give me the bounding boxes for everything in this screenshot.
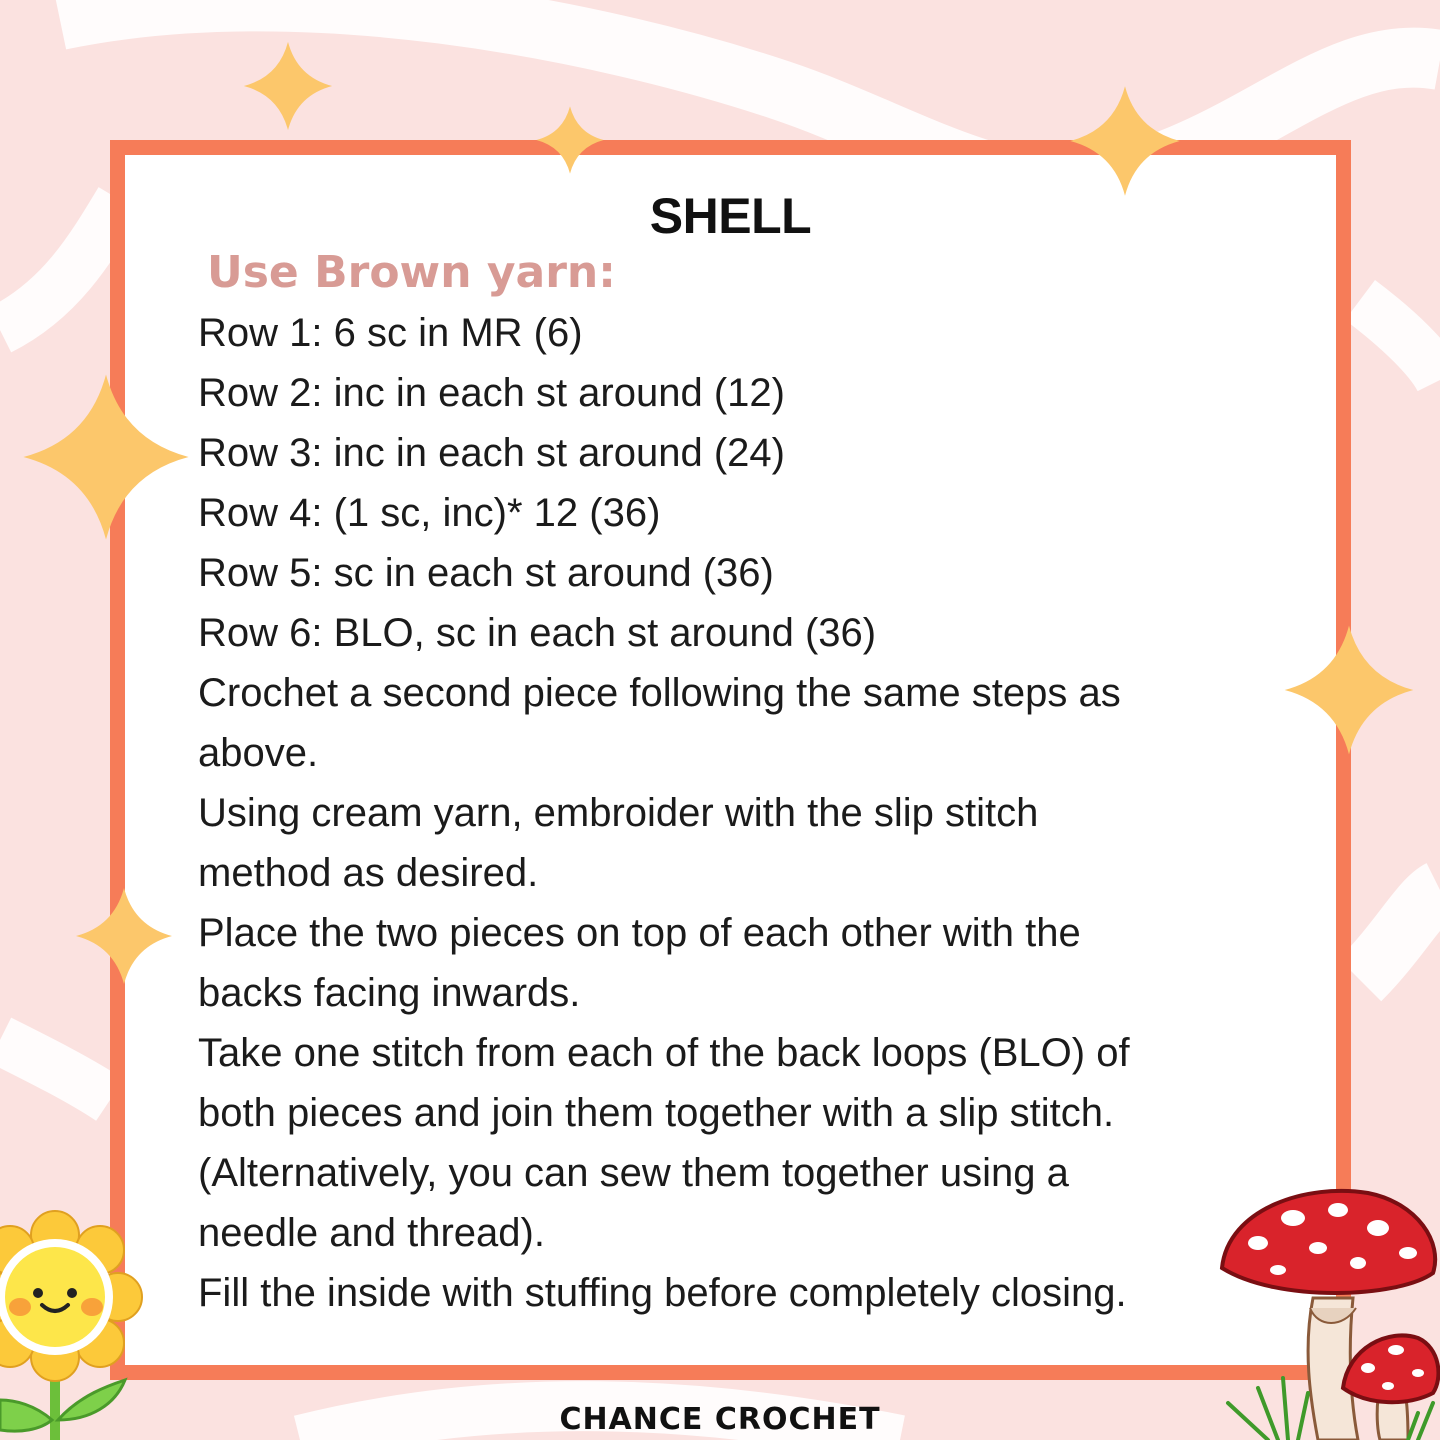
instruction-line: Row 4: (1 sc, inc)* 12 (36) xyxy=(198,491,661,535)
sparkle-icon xyxy=(1282,620,1416,760)
instruction-list xyxy=(198,303,1298,1323)
instruction-line: Row 1: 6 sc in MR (6) xyxy=(198,311,583,355)
page-title: SHELL xyxy=(649,188,812,244)
sparkle-icon xyxy=(535,105,605,175)
instruction-line: Place the two pieces on top of each other with the xyxy=(198,911,1081,955)
instruction-line: Row 6: BLO, sc in each st around (36) xyxy=(198,611,877,655)
instruction-line: backs facing inwards. xyxy=(198,971,581,1015)
instruction-line: Using cream yarn, embroider with the slip stitch xyxy=(198,791,1039,835)
pattern-card xyxy=(110,140,1351,1380)
instruction-line: above. xyxy=(198,731,319,775)
brand-footer: CHANCE CROCHET xyxy=(559,1402,881,1437)
sparkle-icon xyxy=(242,40,334,132)
instruction-line: method as desired. xyxy=(198,851,539,895)
instruction-line: (Alternatively, you can sew them together using a xyxy=(198,1151,1069,1195)
instruction-line: Row 3: inc in each st around (24) xyxy=(198,431,785,475)
instruction-line: Fill the inside with stuffing before completely closing. xyxy=(198,1271,1127,1315)
yarn-subtitle: Use Brown yarn: xyxy=(207,247,616,298)
instruction-line: Row 5: sc in each st around (36) xyxy=(198,551,774,595)
sparkle-icon xyxy=(1068,84,1182,198)
sparkle-icon xyxy=(74,886,174,986)
instruction-line: needle and thread). xyxy=(198,1211,545,1255)
instruction-line: Take one stitch from each of the back loops (BLO) of xyxy=(198,1031,1130,1075)
instruction-line: Row 2: inc in each st around (12) xyxy=(198,371,785,415)
instruction-line: both pieces and join them together with a slip stitch. xyxy=(198,1091,1115,1135)
instruction-line: Crochet a second piece following the same steps as xyxy=(198,671,1121,715)
sparkle-icon xyxy=(20,368,192,546)
